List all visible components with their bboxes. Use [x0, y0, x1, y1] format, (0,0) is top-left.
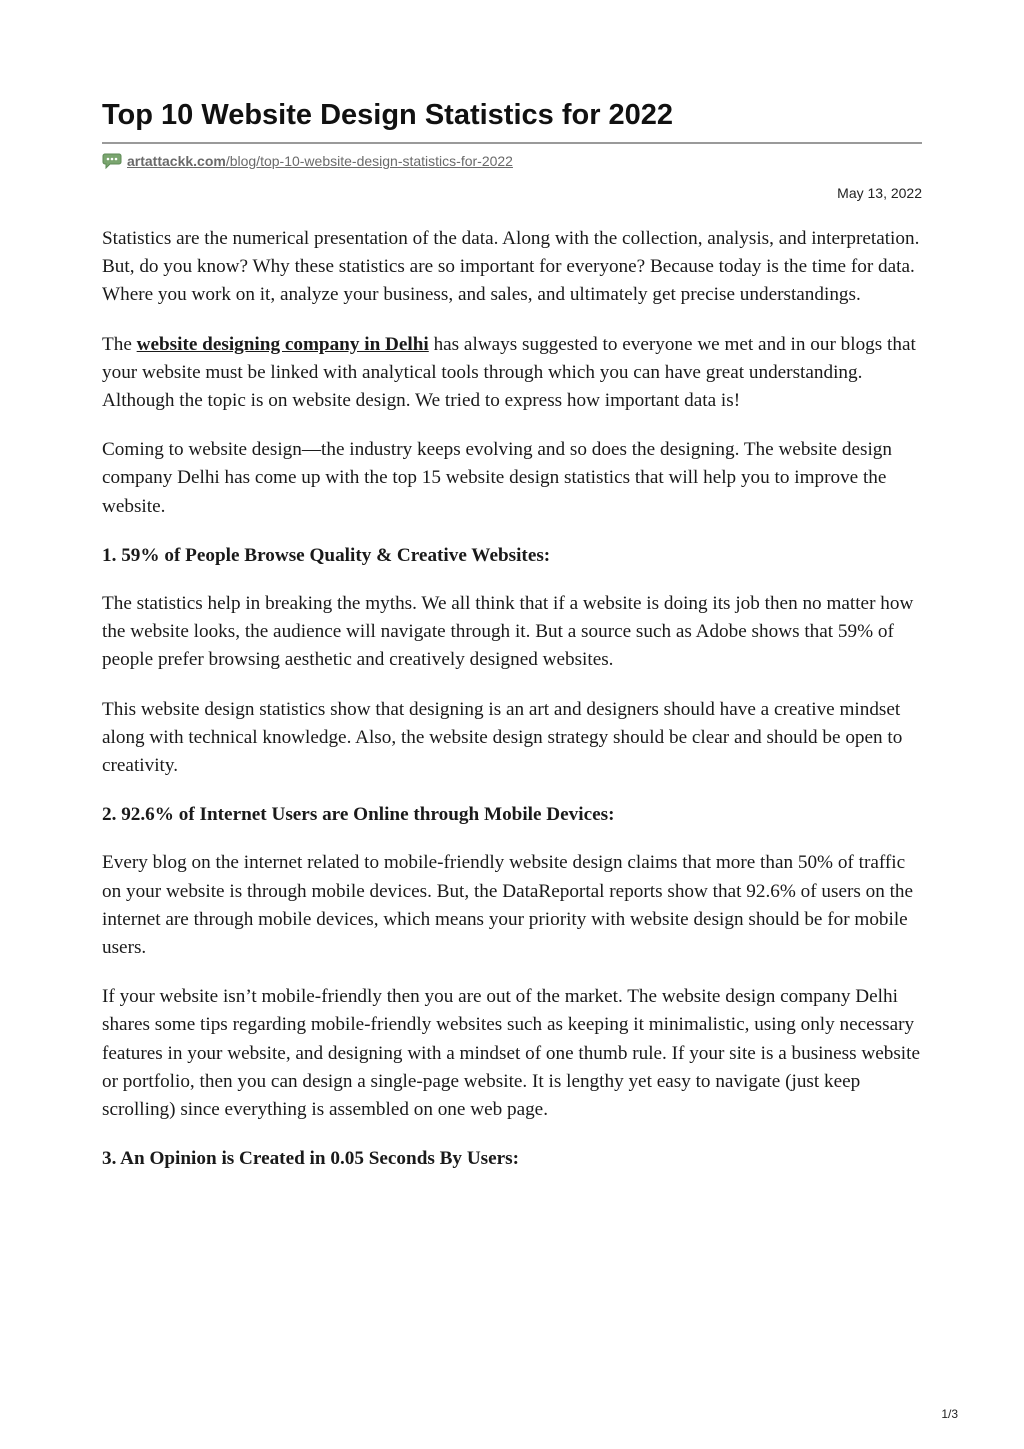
- company-link[interactable]: website designing company in Delhi: [136, 333, 429, 355]
- article-title: Top 10 Website Design Statistics for 2022: [102, 99, 674, 131]
- paragraph-mobile: Every blog on the internet related to mobile-friendly website design claims that more than 50% of traffic on your website is through mobile devices. But, the DataReportal reports show that 92.6% of users on the internet are through mobile devices, which means your priority with website design should be for mobile users.: [102, 852, 914, 959]
- section-heading-2: 2. 92.6% of Internet Users are Online through Mobile Devices:: [102, 804, 615, 826]
- article-body: [102, 225, 922, 1193]
- paragraph-myths: The statistics help in breaking the myths. We all think that if a website is doing its job then no matter how the website looks, the audience will navigate through it. But a source such as Adobe shows that 59% of people prefer browsing aesthetic and creatively designed websites.: [102, 593, 914, 671]
- source-path: /blog/top-10-website-design-statistics-for-2022: [225, 153, 513, 169]
- source-link[interactable]: [127, 153, 513, 169]
- section-heading-1: 1. 59% of People Browse Quality & Creative Websites:: [102, 544, 551, 566]
- source-domain: artattackk.com: [127, 153, 226, 169]
- page-number: 1/3: [941, 1407, 958, 1421]
- paragraph-text: has always suggested to everyone we met and in our blogs that your website must be linked with analytical tools through which you can have great understanding. Although the topic is on website design. We tried to express how important data is!: [102, 333, 916, 412]
- paragraph-mobile-tips: If your website isn’t mobile-friendly then you are out of the market. The website design company Delhi shares some tips regarding mobile-friendly websites such as keeping it minimalistic, using only necessary features in your website, and designing with a mindset of one thumb rule. If your site is a business website or portfolio, then you can design a single-page website. It is lengthy yet easy to navigate (just keep scrolling) since everything is assembled on one web page.: [102, 986, 920, 1121]
- publish-date: May 13, 2022: [837, 185, 922, 201]
- chat-bubble-icon: [102, 153, 122, 169]
- paragraph-art: This website design statistics show that designing is an art and designers should have a creative mindset along with technical knowledge. Also, the website design strategy should be clear and should be open to creativity.: [102, 698, 903, 777]
- paragraph-intro: Statistics are the numerical presentation of the data. Along with the collection, analysis, and interpretation. But, do you know? Why these statistics are so important for everyone? Because today is the time for data. Where you work on it, analyze your business, and sales, and ultimately get precise understandings.: [102, 228, 920, 306]
- source-line: [102, 152, 513, 170]
- paragraph-company: [102, 331, 922, 416]
- title-divider: [102, 142, 922, 144]
- paragraph-text: The: [102, 333, 137, 355]
- section-heading-3: 3. An Opinion is Created in 0.05 Seconds By Users:: [102, 1148, 520, 1170]
- paragraph-design: Coming to website design—the industry keeps evolving and so does the designing. The website design company Delhi has come up with the top 15 website design statistics that will help you to improve the website.: [102, 439, 892, 517]
